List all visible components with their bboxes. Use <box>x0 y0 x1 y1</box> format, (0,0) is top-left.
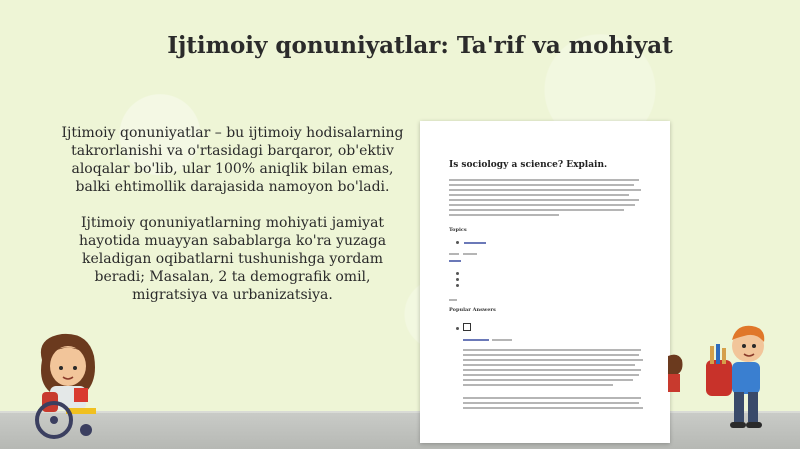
paragraph-essence: Ijtimoiy qonuniyatlarning mohiyati jamiyat hayotida muayyan sabablarga ko'ra yuzaga keladigan oqibatlarni tushunishga yordam beradi; Masalan, 2 ta demografik omil, migratsiya va urbanizatsiya. <box>78 215 387 303</box>
document-image <box>420 121 670 443</box>
boy-with-backpack-illustration <box>700 322 772 436</box>
slide-body <box>55 124 410 322</box>
floor <box>0 413 800 449</box>
paragraph-definition: Ijtimoiy qonuniyatlar – bu ijtimoiy hodisalarning takrorlanishi va o'rtasidagi barqaror, ob'ektiv aloqalar bo'lib, ular 100% aniqlik bilan emas, balki ehtimollik darajasida namoyon bo'ladi. <box>61 125 404 195</box>
girl-in-wheelchair-illustration <box>28 330 108 442</box>
topics-label: Topics <box>449 227 467 233</box>
popular-answers-label: Popular Answers <box>449 307 496 313</box>
slide-title: Ijtimoiy qonuniyatlar: Ta'rif va mohiyat <box>167 32 673 59</box>
document-heading: Is sociology a science? Explain. <box>449 160 608 170</box>
partial-character-illustration <box>668 352 684 392</box>
